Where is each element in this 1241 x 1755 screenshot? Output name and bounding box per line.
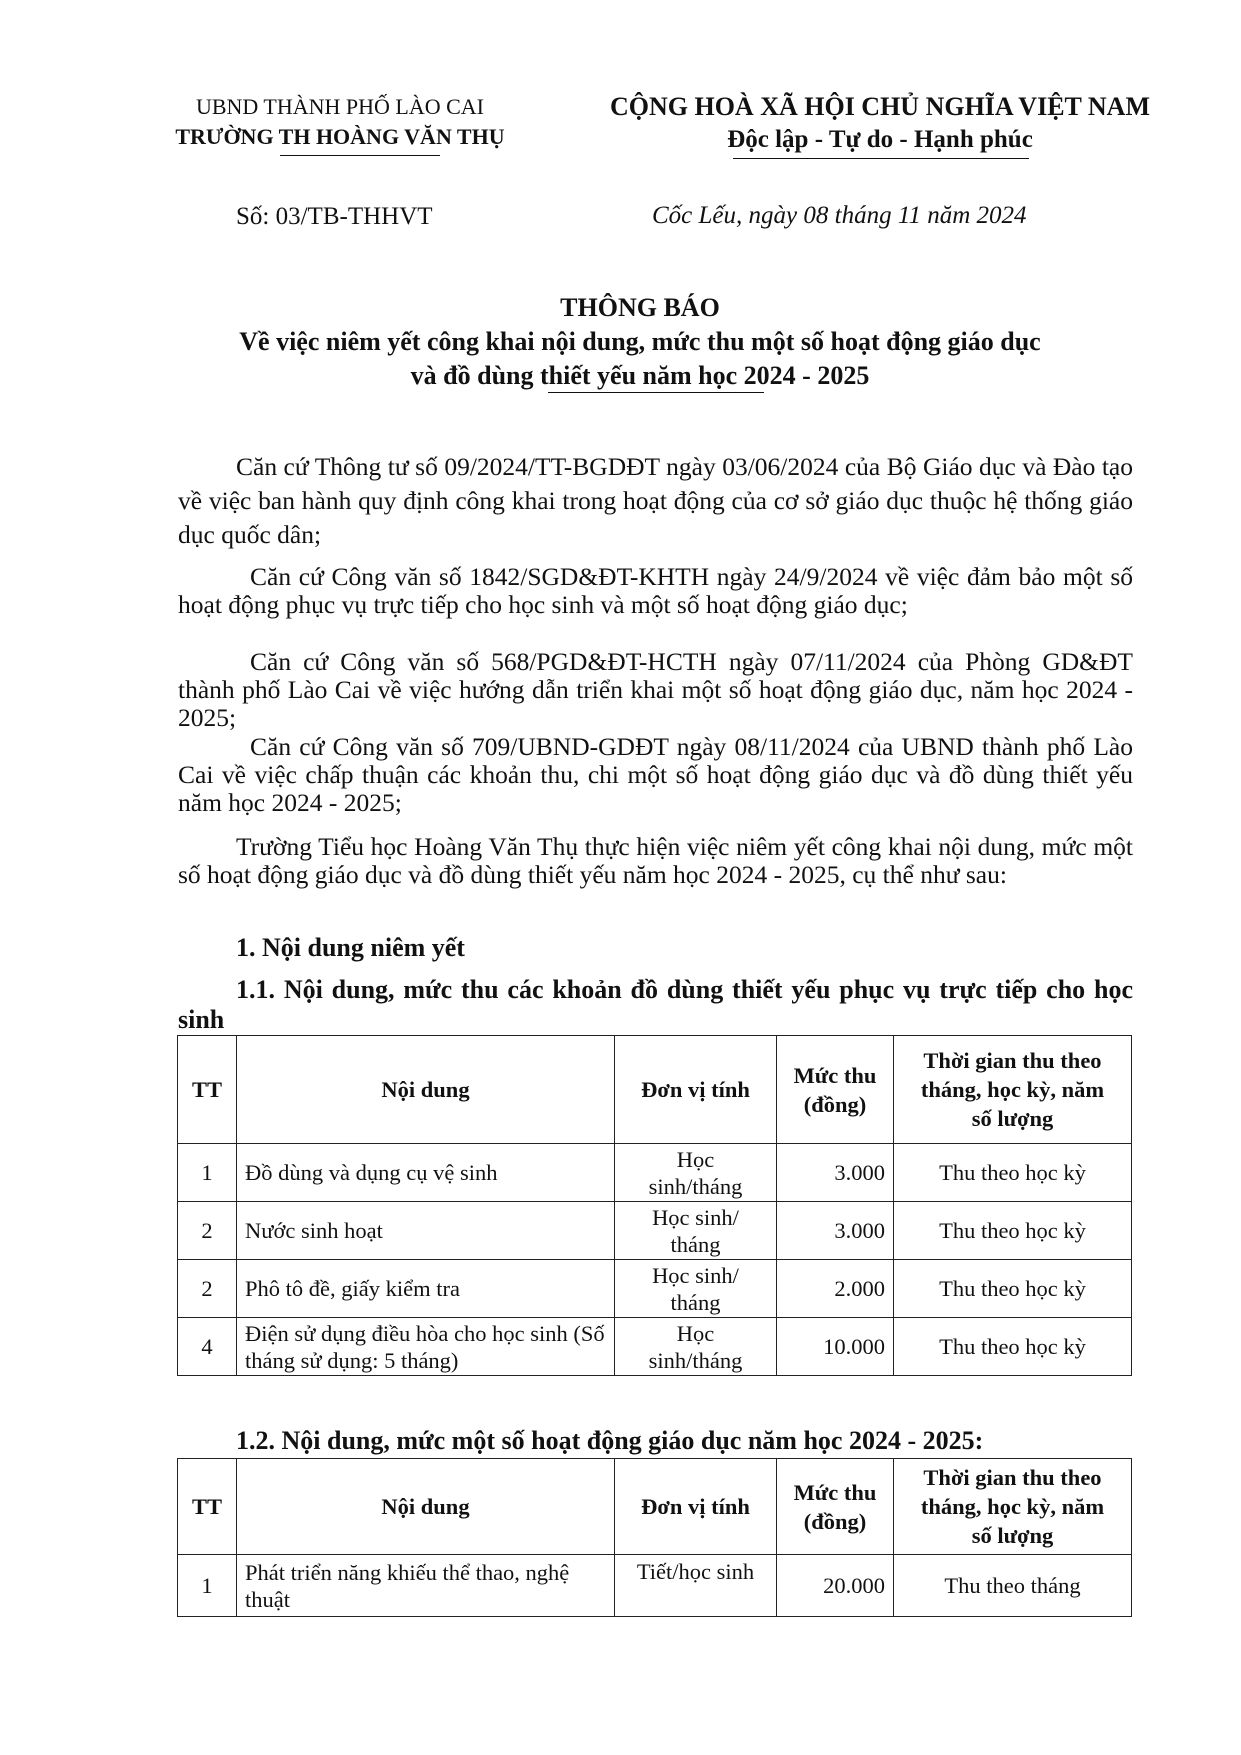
col-unit: Đơn vị tính <box>615 1036 777 1144</box>
paragraph-legal-basis-3: Căn cứ Công văn số 568/PGD&ĐT-HCTH ngày 07/11/2024 của Phòng GD&ĐT thành phố Lào Cai về việc hướng dẫn triển khai một số hoạt động giáo dục, năm học 2024 - 2025; <box>178 647 1133 732</box>
col-fee: Mức thu (đồng) <box>777 1459 894 1555</box>
education-activities-table <box>177 1458 1132 1617</box>
section-1-1-heading: 1.1. Nội dung, mức thu các khoản đồ dùng thiết yếu phục vụ trực tiếp cho học sinh <box>178 975 1133 1034</box>
table-row: 2 Nước sinh hoạt Học sinh/ tháng 3.000 Thu theo học kỳ <box>178 1202 1132 1260</box>
table-row: 1 Đồ dùng và dụng cụ vệ sinh Học sinh/tháng 3.000 Thu theo học kỳ <box>178 1144 1132 1202</box>
table-header-row <box>178 1459 1132 1555</box>
document-number: Số: 03/TB-THHVT <box>236 203 433 230</box>
col-content: Nội dung <box>237 1459 615 1555</box>
table-row: 4 Điện sử dụng điều hòa cho học sinh (Số tháng sử dụng: 5 tháng) Học sinh/tháng 10.000 Thu theo học kỳ <box>178 1318 1132 1376</box>
country-name: CỘNG HOÀ XÃ HỘI CHỦ NGHĨA VIỆT NAM <box>609 92 1151 121</box>
col-content: Nội dung <box>237 1036 615 1144</box>
col-time: Thời gian thu theo tháng, học kỳ, năm số lượng <box>894 1036 1132 1144</box>
col-tt: TT <box>178 1459 237 1555</box>
col-time: Thời gian thu theo tháng, học kỳ, năm số lượng <box>894 1459 1132 1555</box>
table-header-row <box>178 1036 1132 1144</box>
school-underline <box>280 155 440 156</box>
school-name: TRƯỜNG TH HOÀNG VĂN THỤ <box>175 124 505 149</box>
essential-supplies-table <box>177 1035 1132 1376</box>
section-1-2-heading: 1.2. Nội dung, mức một số hoạt động giáo dục năm học 2024 - 2025: <box>236 1426 984 1455</box>
paragraph-legal-basis-4: Căn cứ Công văn số 709/UBND-GDĐT ngày 08/11/2024 của UBND thành phố Lào Cai về việc chấp thuận các khoản thu, chi một số hoạt động giáo dục và đồ dùng thiết yếu năm học 2024 - 2025; <box>178 732 1133 817</box>
col-unit: Đơn vị tính <box>615 1459 777 1555</box>
place-date: Cốc Lếu, ngày 08 tháng 11 năm 2024 <box>652 202 1027 229</box>
table-row: 2 Phô tô đề, giấy kiểm tra Học sinh/ tháng 2.000 Thu theo học kỳ <box>178 1260 1132 1318</box>
paragraph-legal-basis-1: Căn cứ Thông tư số 09/2024/TT-BGDĐT ngày 03/06/2024 của Bộ Giáo dục và Đào tạo về việc ban hành quy định công khai trong hoạt động của cơ sở giáo dục thuộc hệ thống giáo dục quốc dân; <box>178 452 1133 549</box>
section-1-heading: 1. Nội dung niêm yết <box>236 933 465 962</box>
title-subject-line-1: Về việc niêm yết công khai nội dung, mức thu một số hoạt động giáo dục <box>239 327 1041 356</box>
title-underline <box>548 392 764 393</box>
national-motto: Độc lập - Tự do - Hạnh phúc <box>727 126 1033 153</box>
col-fee: Mức thu (đồng) <box>777 1036 894 1144</box>
authority-name: UBND THÀNH PHỐ LÀO CAI <box>195 94 485 119</box>
paragraph-implementation: Trường Tiểu học Hoàng Văn Thụ thực hiện việc niêm yết công khai nội dung, mức một số hoạt động giáo dục và đồ dùng thiết yếu năm học 2024 - 2025, cụ thể như sau: <box>178 832 1133 889</box>
motto-underline <box>733 158 1029 159</box>
document-title: THÔNG BÁO <box>560 293 720 322</box>
paragraph-legal-basis-2: Căn cứ Công văn số 1842/SGD&ĐT-KHTH ngày 24/9/2024 về việc đảm bảo một số hoạt động phục vụ trực tiếp cho học sinh và một số hoạt động giáo dục; <box>178 562 1133 619</box>
title-subject-line-2: và đồ dùng thiết yếu năm học 2024 - 2025 <box>410 361 870 390</box>
col-tt: TT <box>178 1036 237 1144</box>
table-row: 1 Phát triển năng khiếu thể thao, nghệ thuật Tiết/học sinh 20.000 Thu theo tháng <box>178 1555 1132 1617</box>
